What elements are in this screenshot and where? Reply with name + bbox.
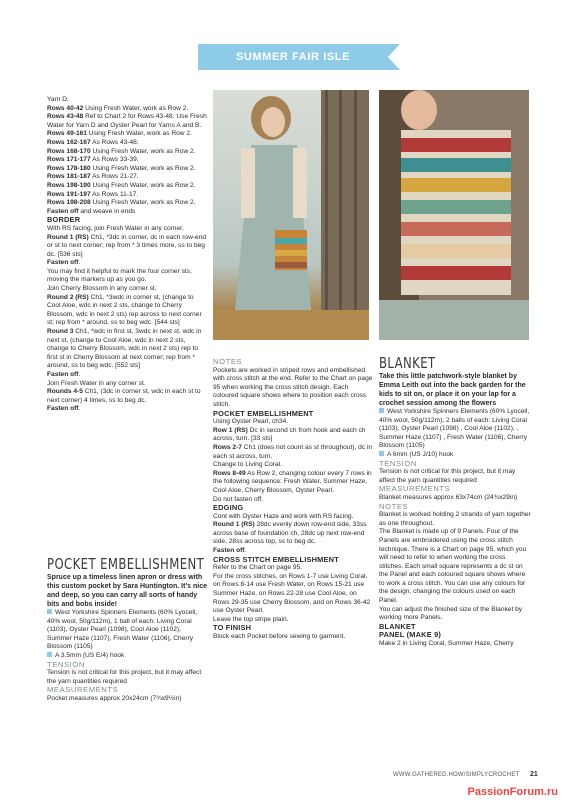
watermark: PassionForum.ru (467, 786, 558, 798)
body-text: Refer to the Chart on page 95. (213, 564, 303, 572)
bullet-square-icon (379, 451, 384, 456)
blanket-intro: Take this little patchwork-style blanket by Emma Leith out into the back garden for the kids to sit on, or place it on your lap for a crochet session among the flowers (379, 373, 526, 407)
tension-heading: TENSION (47, 659, 85, 669)
body-text: You may find it helpful to mark the four corner sts, moving the markers up as you go. (47, 267, 192, 284)
instruction-line: Rows 8-49 As Row 2, changing colour every 7 rows in the following sequence: Fresh Water, Summer Haze, Cool Aloe, Cherry Blossom, Oyster Pearl. (213, 469, 372, 494)
body-text: The Blanket is made up of 9 Panels. Four of the Panels are embroidered using the cross stitch technique. There is a Chart on page 95, which you will need to refer to when working the cross stitches. Each small square represents a dc st on the Panel and each coloured square shows where to work a cross stitch. You can use any colours for the design, changing the colours used on each Panel. (379, 528, 527, 605)
instruction-line: Rows 43-48 Ref to Chart 2 for Rows 43-48. Use Fresh Water for Yarn D and Oyster Pearl for Yarns A and B. (47, 113, 207, 129)
body-text: Block each Pocket before sewing to garment. (213, 633, 346, 640)
bullet-square-icon (47, 652, 52, 657)
blanket-hook: A 6mm (US J/10) hook (379, 451, 531, 460)
body-text: Pockets are worked in striped rows and embellished with cross stitch at the end. Refer to the Chart on page 95 when working the cross stitch design. Each coloured square shows where to position each cross stitch. (213, 366, 373, 408)
section-heading: POCKET EMBELLISHMENT (213, 408, 314, 418)
instruction-line: Rows 181-187 As Rows 21-27. (47, 173, 139, 181)
section-banner: SUMMER FAIR ISLE COLLECTION (198, 44, 388, 70)
body-text: You can adjust the finished size of the Blanket by working more Panels. (379, 605, 523, 622)
subsection-heading: NOTES (379, 501, 409, 511)
blanket-materials: West Yorkshire Spinners Elements (60% Lyocell, 40% wool, 50g/112m), 2 balls of each: Living Coral (1103), Oyster Pearl (1098) , Cool Aloe (1102), , Summer Haze (1107) , Fresh Water (1106), Cherry Blossom (1105) (379, 408, 530, 450)
body-text: Change to Living Coral. (213, 461, 282, 469)
instruction-line: Round 1 (RS) 28dc evenly down row-end side, 33ss across base of foundation ch, 28dc up next row-end side, 28ss across top, ss to beg dc. (213, 521, 367, 546)
subsection-heading: MEASUREMENTS (379, 484, 451, 494)
body-text: Join Cherry Blossom in any corner st. (47, 285, 157, 293)
pocket-title: POCKET EMBELLISHMENT (47, 555, 205, 573)
body-text: With RS facing, join Fresh Water in any corner. (47, 224, 184, 232)
body-text: For the cross stitches, on Rows 1-7 use Living Coral, on Rows 8-14 use Fresh Water, on Rows 15-21 use Summer Haze, on Rows 22-28 use Cool Aloe, on Rows 29-35 use Cherry Blossom, and on Rows 36-42 use Oyster Pearl. (213, 572, 371, 615)
bullet-square-icon (379, 408, 384, 413)
pocket-materials: West Yorkshire Spinners Elements (60% Lyocell, 40% wool, 50g/112m), 1 ball of each: Living Coral (1103), Oyster Pearl (1098), Cool Aloe (1102), Summer Haze (1107), Fresh Water (1106), Cherry Blossom (1105) (47, 609, 198, 651)
pocket-intro: Spruce up a timeless linen apron or dress with this custom pocket by Sara Huntington. It’s nice and deep, so you can carry all sorts of handy bits and bobs inside! (47, 574, 207, 608)
section-heading: EDGING (213, 503, 244, 513)
instruction-line: Rows 2-7 Ch1 (does not count as st throughout), dc in each st across, turn. (213, 443, 373, 460)
body-text: Make 2 in Living Coral, Summer Haze, Cherry (379, 640, 514, 648)
pocket-hook: A 3.5mm (US E/4) hook (47, 652, 207, 661)
instruction-line: Fasten off and weave in ends (47, 207, 136, 215)
instruction-line: Rows 49-161 Using Fresh Water, work as Row 2. (47, 130, 192, 138)
model-photo (213, 90, 369, 340)
section-heading: TO FINISH (213, 623, 252, 633)
pocket-section (47, 555, 207, 704)
instruction-line: Rows 198-208 Using Fresh Water, work as Row 2. (47, 199, 196, 207)
instruction-line: Fasten off. (47, 405, 81, 413)
body-text: Blanket is worked holding 2 strands of yarn together as one throughout. (379, 511, 531, 527)
body-text: Do not fasten off. (213, 495, 264, 503)
instruction-line: Rounds 4-5 Ch1, (3dc in corner st, wdc in each st to next corner) 4 times, ss to beg dc. (47, 388, 201, 404)
body-text: Cont with Oyster Haze and work with RS facing. (213, 512, 354, 520)
body-text: Blanket measures approx 63x74cm (24¾x29in) (379, 493, 518, 501)
blanket-pattern-text (379, 460, 531, 649)
section-heading: CROSS STITCH EMBELLISHMENT (213, 554, 339, 564)
pattern-column-left (47, 96, 207, 414)
instruction-line: Fasten off. (47, 371, 81, 378)
instruction-line: Round 3 Ch1, *wdc in first st, 3wdc in next st, wdc in next st, (change to Cool Aloe, wdc in next 2 sts, change to Cherry Blossom, wdc in next 2 sts) rep to first st in Cherry Blossom at next corner; rep from * around, ss to beg wdc. [552 sts] (47, 328, 202, 370)
pattern-column-middle (213, 358, 373, 642)
blanket-section (379, 354, 531, 649)
section-heading: BLANKET (379, 621, 416, 631)
body-text: Tension is not critical for this project, but it may affect the yarn quantities required (379, 468, 516, 484)
instruction-line: Rows 162-167 As Rows 43-48. (47, 138, 139, 146)
instruction-line: Rows 191-197 As Rows 11-17. (47, 190, 139, 198)
bullet-square-icon (47, 609, 52, 614)
measurements-heading: MEASUREMENTS (47, 685, 119, 695)
instruction-line: Rows 178-180 Using Fresh Water, work as Row 2. (47, 164, 196, 172)
instruction-line: Rows 198-190 Using Fresh Water, work as Row 2. (47, 181, 196, 189)
tension-text: Tension is not critical for this project, but it may affect the yarn quantities required (47, 669, 202, 685)
body-text: Join Fresh Water in any corner st. (47, 379, 146, 387)
body-text: Using Oyster Pearl, ch34. (213, 418, 289, 426)
instruction-line: Round 1 (RS) Ch1, *3dc in corner, dc in each row-end or st to next corner; rep from * 3 times more, ss to beg dc. [536 sts] (47, 233, 207, 258)
instruction-line: Fasten off. (47, 259, 81, 267)
footer-url[interactable]: WWW.GATHERED.HOW/SIMPLYCROCHET (393, 772, 520, 778)
instruction-line: Row 1 (RS) Dc in second ch from hook and each ch across, turn. [33 sts] (213, 426, 366, 443)
instruction-line: Rows 40-42 Using Fresh Water, work as Row 2. (47, 104, 189, 112)
pocket-closeup-photo (379, 90, 529, 340)
instruction-line: Rows 168-170 Using Fresh Water, work as Row 2. (47, 147, 196, 155)
section-heading: PANEL (MAKE 9) (379, 630, 442, 640)
body-text: Yarn D. (47, 96, 69, 103)
blanket-title: BLANKET (379, 354, 436, 372)
instruction-line: Fasten off. (213, 547, 247, 555)
instruction-line: Round 2 (RS) Ch1, *3wdc in corner st, (change to Cool Aloe, wdc in next 2 sts, change to Cherry Blossom, wdc in next 2 sts) rep across to next corner st; rep from * around, ss to beg wdc. [544 sts] (47, 293, 202, 327)
subsection-heading: TENSION (379, 458, 417, 468)
subsection-heading: NOTES (213, 357, 243, 366)
instruction-line: Rows 171-177 As Rows 33-39. (47, 156, 139, 164)
section-heading: BORDER (47, 215, 81, 225)
page-number: 21 (530, 771, 538, 778)
measurements-text: Pocket measures approx 20x24cm (7¾x9½in) (47, 694, 182, 702)
body-text: Leave the top stripe plain. (213, 615, 289, 623)
